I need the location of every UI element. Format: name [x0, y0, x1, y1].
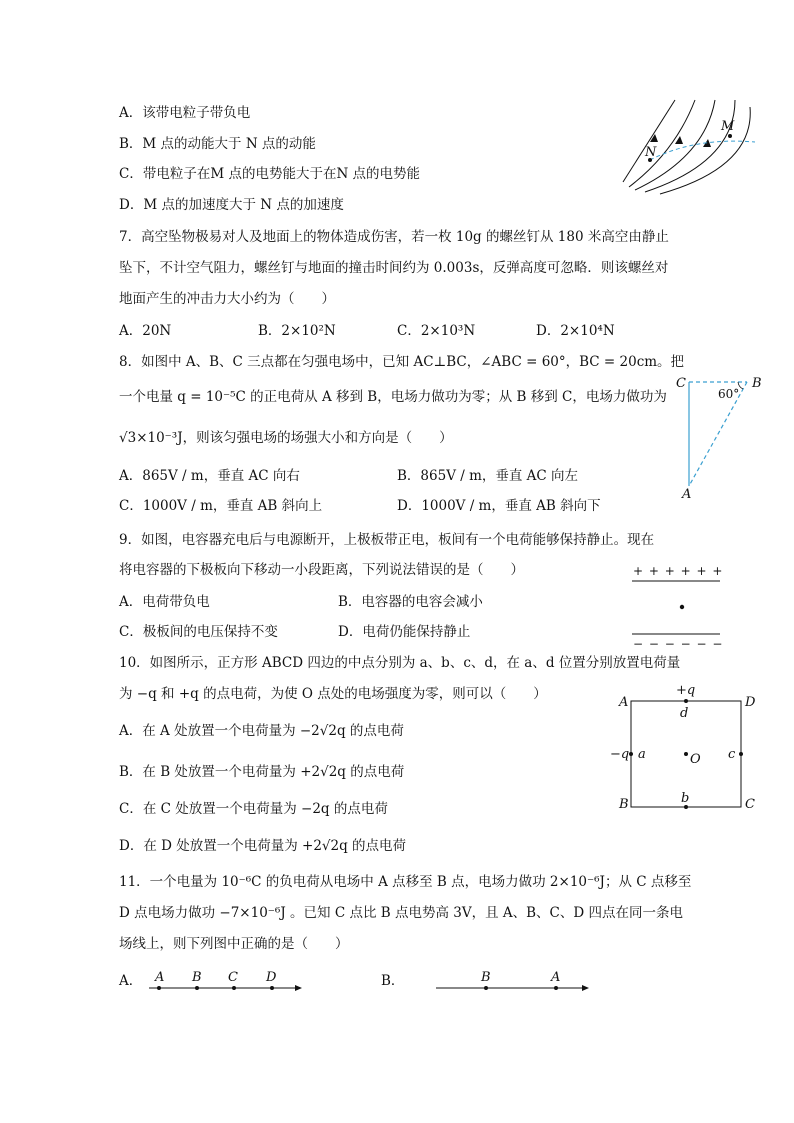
q10-option-d: D．在 D 处放置一个电荷量为 +2√2q 的点电荷 — [119, 838, 407, 854]
q7-option-c: C．2×10³N — [397, 323, 476, 339]
q8-line-1: 8．如图中 A、B、C 三点都在匀强电场中，已知 AC⊥BC，∠ABC = 60°，BC = 20cm。把 — [119, 354, 685, 370]
q7-line-3: 地面产生的冲击力大小约为（ ） — [119, 291, 335, 307]
q7-option-b: B．2×10²N — [258, 323, 336, 339]
q6-option-b: B．M 点的动能大于 N 点的动能 — [119, 136, 316, 152]
q6-option-d: D．M 点的加速度大于 N 点的加速度 — [119, 197, 344, 213]
q6-field-lines-figure — [615, 92, 755, 202]
q11-option-a-label: A． — [119, 973, 143, 989]
q11a-point-2: B — [192, 970, 202, 985]
q9-line-2: 将电容器的下极板向下移动一小段距离，下列说法错误的是（ ） — [119, 562, 524, 578]
q6-label-n: N — [645, 145, 657, 160]
q10-label-D: D — [745, 695, 756, 710]
q8-line-2: 一个电量 q = 10⁻⁵C 的正电荷从 A 移到 B，电场力做功为零；从 B 移到 C，电场力做功为 — [119, 389, 667, 405]
q10-label-c: c — [728, 747, 736, 762]
q8-line-3: √3×10⁻³J，则该匀强电场的场强大小和方向是（ ） — [119, 430, 453, 446]
q10-option-b: B．在 B 处放置一个电荷量为 +2√2q 的点电荷 — [119, 764, 405, 780]
q10-label-d: d — [680, 706, 689, 721]
q9-charge-dot — [680, 605, 684, 609]
q10-option-a: A．在 A 处放置一个电荷量为 −2√2q 的点电荷 — [119, 723, 404, 739]
q9-option-c: C．极板间的电压保持不变 — [119, 624, 278, 640]
q9-line-1: 9．如图，电容器充电后与电源断开，上极板带正电，板间有一个电荷能够保持静止。现在 — [119, 532, 655, 548]
q6-label-m: M — [721, 119, 735, 134]
q9-bottom-signs: − − − − − − — [633, 637, 724, 651]
q8-label-c: C — [676, 376, 686, 391]
q11-figure-a — [145, 968, 305, 998]
q6-option-a: A．该带电粒子带负电 — [119, 105, 251, 121]
q10-square-figure — [610, 677, 770, 817]
q9-top-signs: + + + + + + — [633, 564, 724, 578]
q8-label-b: B — [752, 376, 762, 391]
q9-option-b: B．电容器的电容会减小 — [338, 594, 483, 610]
q8-triangle-figure — [672, 372, 782, 502]
q11b-point-1: B — [481, 970, 491, 985]
q11a-point-1: A — [155, 970, 165, 985]
q10-label-B: B — [619, 797, 629, 812]
q8-option-d: D．1000V / m，垂直 AB 斜向下 — [397, 498, 601, 514]
q10-option-c: C．在 C 处放置一个电荷量为 −2q 的点电荷 — [119, 801, 388, 817]
q11-option-b-label: B． — [381, 973, 405, 989]
q11b-point-2: A — [551, 970, 561, 985]
q7-line-2: 坠下，不计空气阻力，螺丝钉与地面的撞击时间约为 0.003s，反弹高度可忽略．则该螺丝对 — [119, 260, 669, 276]
q8-option-b: B．865V / m，垂直 AC 向左 — [397, 468, 579, 484]
q9-capacitor-figure — [630, 562, 730, 652]
q10-line-1: 10．如图所示，正方形 ABCD 四边的中点分别为 a、b、c、d，在 a、d 位置分别放置电荷量 — [119, 655, 681, 671]
q11a-point-3: C — [228, 970, 238, 985]
q10-minus-q: −q — [610, 747, 630, 762]
q10-label-A: A — [619, 695, 629, 710]
q8-angle-label: 60° — [718, 387, 740, 401]
q8-label-a: A — [682, 487, 692, 502]
q11a-point-4: D — [266, 970, 277, 985]
q11-line-3: 场线上，则下列图中正确的是（ ） — [119, 936, 349, 952]
q7-option-d: D．2×10⁴N — [536, 323, 615, 339]
q11-line-1: 11．一个电量为 10⁻⁶C 的负电荷从电场中 A 点移至 B 点，电场力做功 2×10⁻⁶J；从 C 点移至 — [119, 874, 692, 890]
q10-plus-q: +q — [676, 683, 696, 698]
q7-option-a: A．20N — [119, 323, 172, 339]
q8-option-c: C．1000V / m，垂直 AB 斜向上 — [119, 498, 323, 514]
q9-option-a: A．电荷带负电 — [119, 594, 210, 610]
q10-label-C: C — [745, 797, 755, 812]
q11-line-2: D 点电场力做功 −7×10⁻⁶J 。已知 C 点比 B 点电势高 3V，且 A、B、C、D 四点在同一条电 — [119, 905, 683, 921]
q11-figure-b — [432, 968, 602, 998]
q10-label-O: O — [690, 752, 701, 767]
q6-option-c: C．带电粒子在M 点的电势能大于在N 点的电势能 — [119, 166, 421, 182]
q9-option-d: D．电荷仍能保持静止 — [338, 624, 471, 640]
q10-label-b: b — [681, 791, 690, 806]
q10-label-a: a — [638, 747, 646, 762]
q10-line-2: 为 −q 和 +q 的点电荷，为使 O 点处的电场强度为零，则可以（ ） — [119, 686, 547, 702]
q7-line-1: 7．高空坠物极易对人及地面上的物体造成伤害，若一枚 10g 的螺丝钉从 180 米高空由静止 — [119, 229, 669, 245]
q8-option-a: A．865V / m，垂直 AC 向右 — [119, 468, 300, 484]
